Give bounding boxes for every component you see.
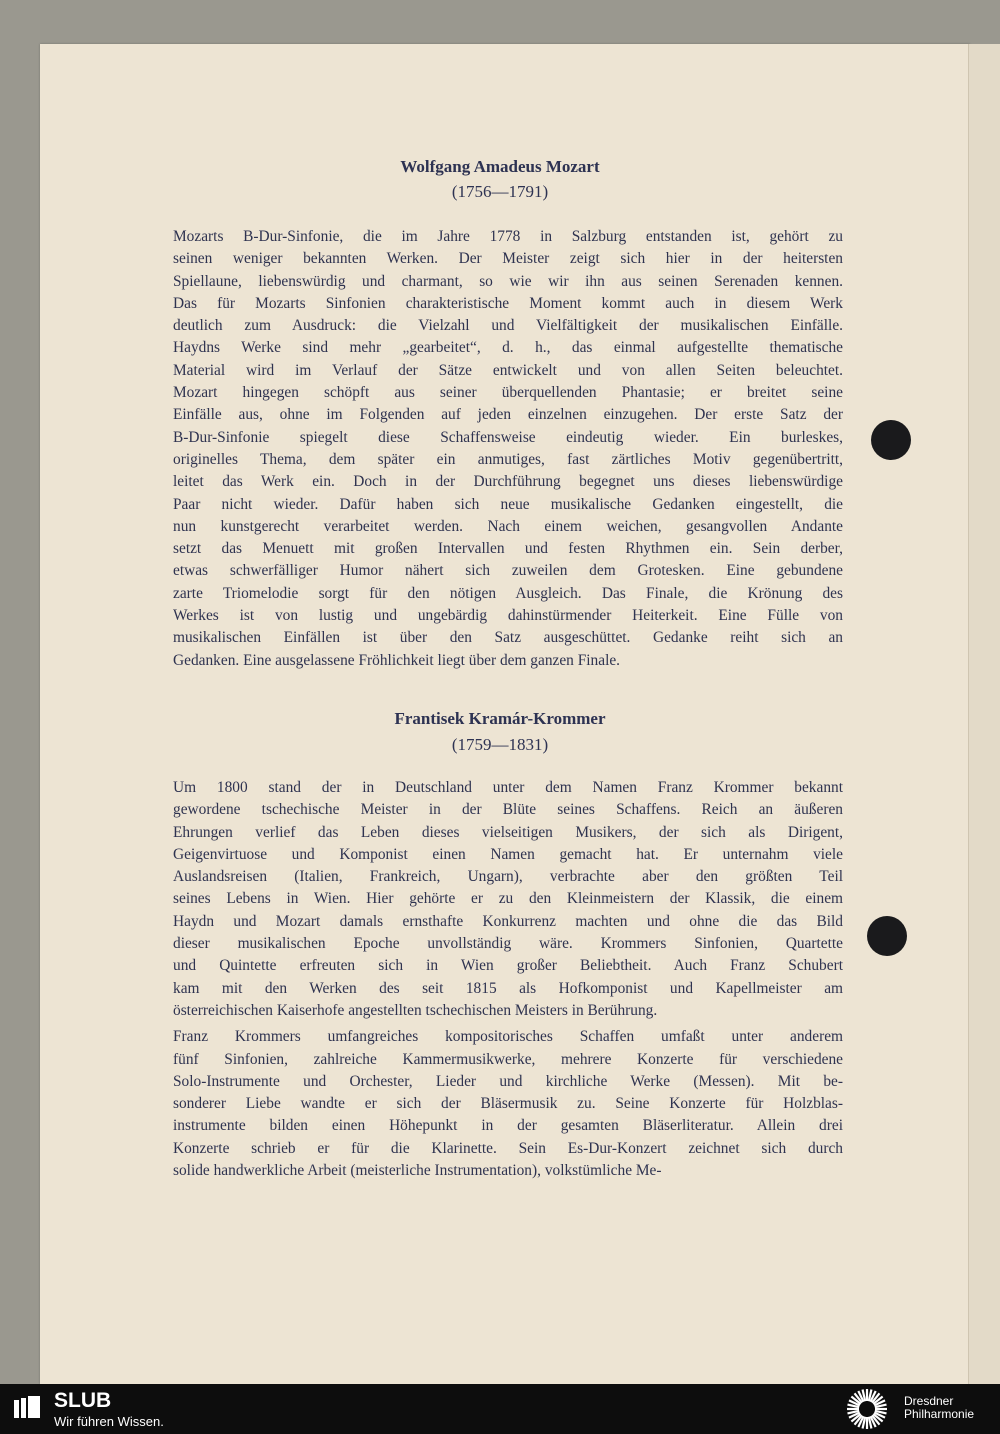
text-line: Um 1800 stand der in Deutschland unter dem Namen Franz Krommer bekannt	[173, 779, 843, 796]
text-line: solide handwerkliche Arbeit (meisterliche Instrumentation), volkstümliche Me-	[173, 1162, 662, 1180]
text-line: und Quintette erfreuten sich in Wien großer Beliebtheit. Auch Franz Schubert	[173, 957, 843, 975]
text-line: Haydn und Mozart damals ernsthafte Konkurrenz machten und ohne die das Bild	[173, 912, 843, 930]
philharmonie-name	[904, 1395, 974, 1421]
text-line: seinen weniger bekannten Werken. Der Meister zeigt sich hier in der heitersten	[173, 250, 843, 268]
text-line: Ehrungen verlief das Leben dieses vielseitigen Musikers, der sich als Dirigent,	[173, 823, 843, 841]
text-line: Konzerte schrieb er für die Klarinette. Sein Es-Dur-Konzert zeichnet sich durch	[173, 1139, 843, 1157]
text-line: sonderer Liebe wandte er sich der Bläsermusik zu. Seine Konzerte für Holzblas-	[173, 1095, 843, 1113]
philharmonie-logo-icon	[842, 1387, 892, 1431]
text-line: gewordene tschechische Meister in der Blüte seines Schaffens. Reich an äußeren	[173, 801, 843, 819]
text-line: Auslandsreisen (Italien, Frankreich, Ungarn), verbrachte aber den größten Teil	[173, 868, 843, 886]
text-line: kam mit den Werken des seit 1815 als Hofkomponist und Kapellmeister am	[173, 979, 843, 997]
philharmonie-line2: Philharmonie	[904, 1407, 975, 1421]
text-line: instrumente bilden einen Höhepunkt in der gesamten Bläserliteratur. Allein drei	[173, 1117, 843, 1135]
paragraph	[173, 777, 843, 1022]
text-line: Das für Mozarts Sinfonien charakteristische Moment kommt auch in diesem Werk	[173, 294, 843, 312]
text-line: B-Dur-Sinfonie spiegelt diese Schaffensweise eindeutig wieder. Ein burleskes,	[173, 428, 843, 446]
footer-bar	[0, 1384, 1000, 1434]
composer-years: (1759—1831)	[451, 735, 549, 754]
composer-heading: Wolfgang Amadeus Mozart	[400, 157, 600, 176]
text-line: österreichischen Kaiserhofe angestellten tschechischen Meisters in Berührung.	[173, 1001, 658, 1019]
slub-title: SLUB	[54, 1389, 112, 1412]
text-line: Solo-Instrumente und Orchester, Lieder und kirchliche Werke (Messen). Mit be-	[173, 1072, 843, 1090]
philharmonie-line1: Dresdner	[904, 1394, 954, 1408]
text-line: seines Lebens in Wien. Hier gehörte er zu den Kleinmeistern der Klassik, die einem	[173, 890, 843, 908]
text-line: etwas schwerfälliger Humor nähert sich zuweilen dem Grotesken. Eine gebundene	[173, 562, 843, 580]
composer-years: (1756—1791)	[451, 182, 549, 201]
text-line: Gedanken. Eine ausgelassene Fröhlichkeit liegt über dem ganzen Finale.	[173, 651, 621, 669]
text-line: musikalischen Einfällen ist über den Satz ausgeschüttet. Gedanke reiht sich an	[173, 629, 843, 647]
text-line: zarte Triomelodie sorgt für den nötigen Ausgleich. Das Finale, die Krönung des	[173, 584, 843, 602]
text-line: deutlich zum Ausdruck: die Vielzahl und Vielfältigkeit der musikalischen Einfälle.	[173, 317, 843, 335]
composer-heading: Frantisek Kramár-Krommer	[394, 709, 606, 728]
text-line: Geigenvirtuose und Komponist einen Namen gemacht hat. Er unternahm viele	[173, 845, 843, 863]
paragraph	[173, 226, 843, 672]
text-line: Spiellaune, liebenswürdig und charmant, so wie wir ihn aus seinen Serenaden kennen.	[173, 272, 843, 290]
slub-logo-icon	[14, 1396, 42, 1418]
text-line: setzt das Menuett mit großen Intervallen und festen Rhythmen ein. Sein derber,	[173, 540, 843, 558]
section-text	[173, 777, 843, 1182]
text-line: nun kunstgerecht verarbeitet werden. Nach einem weichen, gesangvollen Andante	[173, 517, 843, 535]
text-line: Material wird im Verlauf der Sätze entwickelt und von allen Seiten beleuchtet.	[173, 361, 843, 379]
paragraph	[173, 1026, 843, 1182]
text-line: originelles Thema, dem später ein anmutiges, fast zärtliches Motiv gegenübertritt,	[173, 450, 843, 468]
text-line: Mozarts B-Dur-Sinfonie, die im Jahre 1778 in Salzburg entstanden ist, gehört zu	[173, 228, 843, 245]
text-line: leitet das Werk ein. Doch in der Durchführung begegnet uns dieses liebenswürdige	[173, 473, 843, 491]
punch-hole	[871, 420, 911, 460]
text-line: Paar nicht wieder. Dafür haben sich neue musikalische Gedanken eingestellt, die	[173, 495, 843, 513]
text-line: Mozart hingegen schöpft aus seiner überquellenden Phantasie; er breitet seine	[173, 384, 843, 402]
text-line: fünf Sinfonien, zahlreiche Kammermusikwerke, mehrere Konzerte für verschiedene	[173, 1050, 843, 1068]
text-line: Einfälle aus, ohne im Folgenden auf jeden einzelnen einzugehen. Der erste Satz der	[173, 406, 843, 424]
section-text	[173, 226, 843, 672]
text-line: dieser musikalischen Epoche unvollständig wäre. Krommers Sinfonien, Quartette	[173, 935, 843, 953]
text-line: Franz Krommers umfangreiches kompositorisches Schaffen umfaßt unter anderem	[173, 1028, 843, 1046]
slub-tagline: Wir führen Wissen.	[54, 1414, 164, 1429]
text-line: Werkes ist von lustig und ungebärdig dahinstürmender Heiterkeit. Eine Fülle von	[173, 607, 843, 625]
text-line: Haydns Werke sind mehr „gearbeitet“, d. h., das einmal aufgestellte thematische	[173, 339, 843, 357]
punch-hole	[867, 916, 907, 956]
